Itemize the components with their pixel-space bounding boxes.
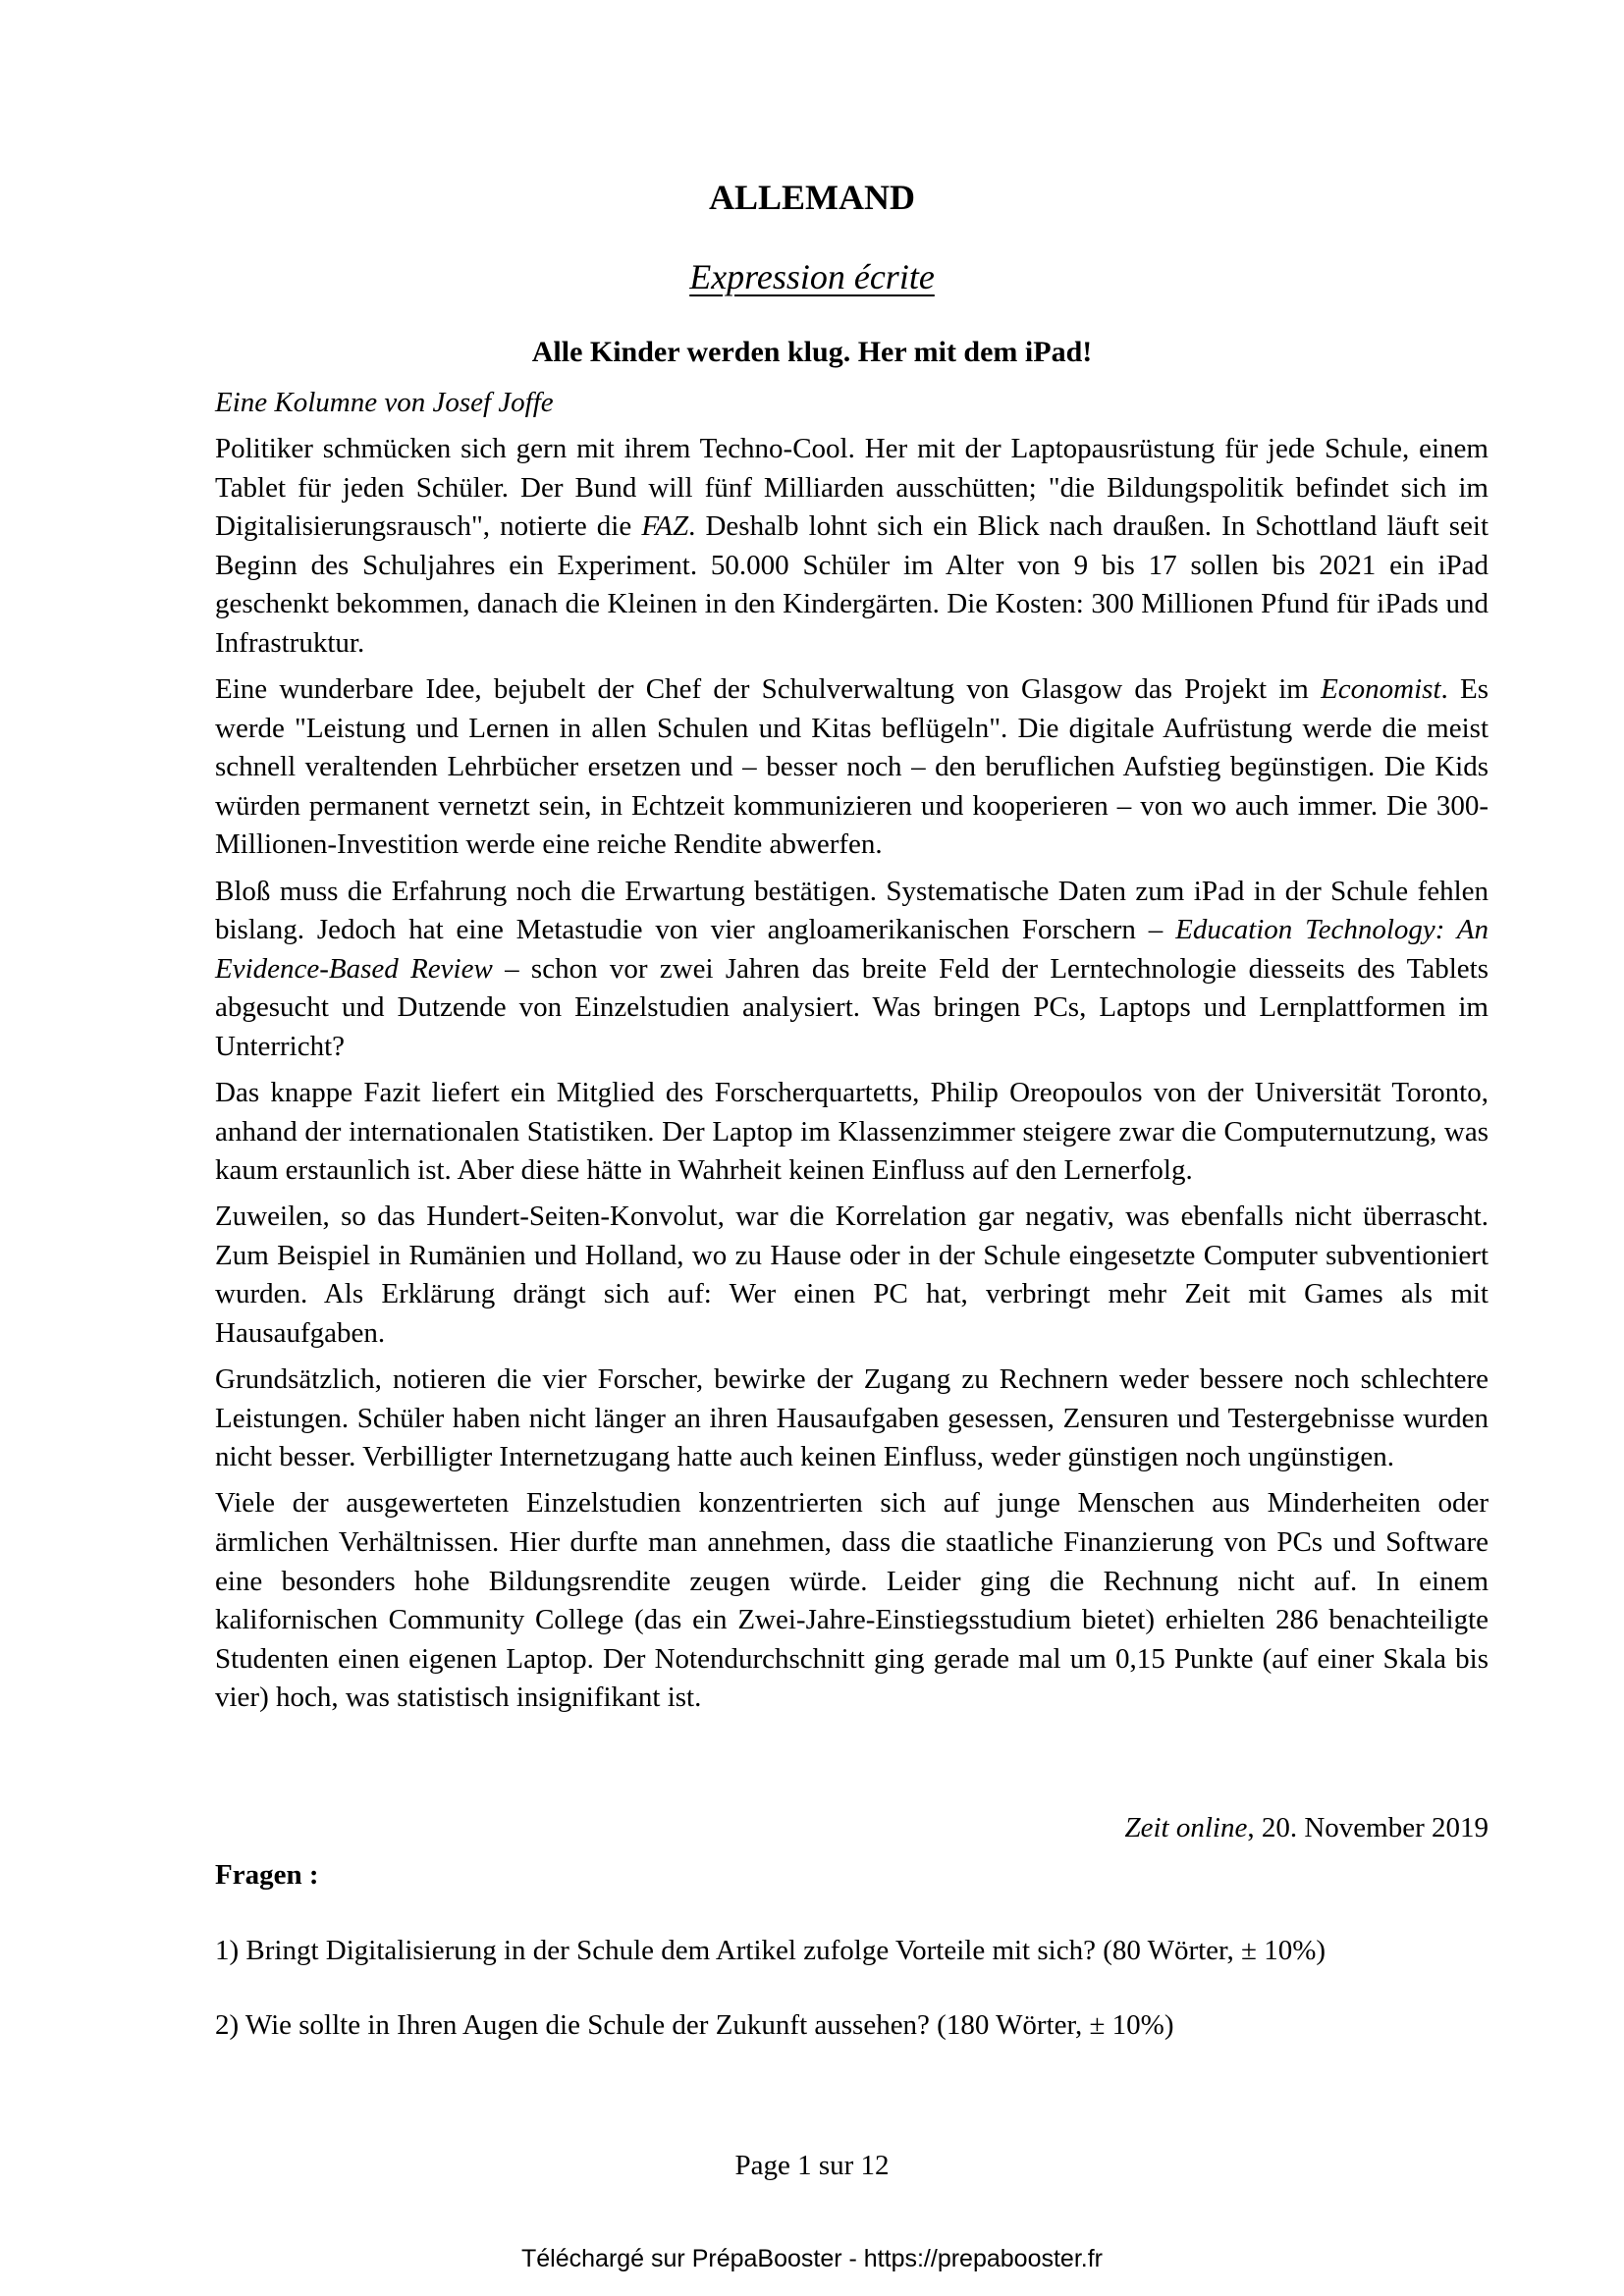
page-number: Page 1 sur 12 bbox=[734, 2150, 890, 2181]
source-date: , 20. November 2019 bbox=[1247, 1812, 1489, 1843]
paragraph-text: Bloß muss die Erfahrung noch die Erwartung bestätigen. Systematische Daten zum iPad in der Schule fehlen bislang. Jedoch hat eine Metastudie von vier angloamerikanischen Forschern – bbox=[215, 875, 1489, 946]
publication-name: FAZ bbox=[641, 510, 689, 543]
article-title: Alle Kinder werden klug. Her mit dem iPad! bbox=[531, 336, 1093, 368]
section-heading-text: Expression écrite bbox=[689, 257, 935, 296]
publication-name: Economist bbox=[1321, 673, 1441, 706]
paragraph-text: . Deshalb lohnt sich ein Blick nach draußen. In Schottland läuft seit Beginn des Schuljahres ein Experiment. 50.000 Schüler im Alter von 9 bis 17 sollen bis 2021 ein iPad geschenkt bekommen, danach die Kleinen in den Kindergärten. Die Kosten: 300 Millionen Pfund für iPads und Infrastruktur. bbox=[215, 510, 1489, 659]
subject-heading: ALLEMAND bbox=[708, 178, 915, 217]
paragraph bbox=[215, 873, 1489, 1067]
section-heading bbox=[0, 255, 1624, 298]
questions-heading: Fragen : bbox=[215, 1859, 319, 1891]
paragraph: Grundsätzlich, notieren die vier Forscher, bewirke der Zugang zu Rechnern weder bessere noch schlechtere Leistungen. Schüler haben nicht länger an ihren Hausaufgaben gesessen, Zensuren und Testergebnisse wurden nicht besser. Verbilligter Internetzugang hatte auch keinen Einfluss, weder günstigen noch ungünstigen. bbox=[215, 1363, 1489, 1473]
paragraph: Viele der ausgewerteten Einzelstudien konzentrierten sich auf junge Menschen aus Minderheiten oder ärmlichen Verhältnissen. Hier durfte man annehmen, dass die staatliche Finanzierung von PCs und Software eine besonders hohe Bildungsrendite zeugen würde. Leider ging die Rechnung nicht auf. In einem kalifornischen Community College (das ein Zwei-Jahre-Einstiegsstudium bietet) erhielten 286 benachteiligte Studenten einen eigenen Laptop. Der Notendurchschnitt ging gerade mal um 0,15 Punkte (auf einer Skala bis vier) hoch, was statistisch insignifikant ist. bbox=[215, 1487, 1489, 1714]
article-byline: Eine Kolumne von Josef Joffe bbox=[215, 387, 554, 418]
paragraph bbox=[215, 670, 1489, 865]
study-title: Education Technology: An Evidence-Based Review bbox=[215, 914, 1489, 985]
paragraph bbox=[215, 430, 1489, 664]
paragraph: Zuweilen, so das Hundert-Seiten-Konvolut, war die Korrelation gar negativ, was ebenfalls nicht überrascht. Zum Beispiel in Rumänien und Holland, wo zu Hause oder in der Schule eingesetzte Computer subventioniert wurden. Als Erklärung drängt sich auf: Wer einen PC hat, verbringt mehr Zeit mit Games als mit Hausaufgaben. bbox=[215, 1201, 1489, 1350]
paragraph: Das knappe Fazit liefert ein Mitglied des Forscherquartetts, Philip Oreopoulos von der Universität Toronto, anhand der internationalen Statistiken. Der Laptop im Klassenzimmer steigere zwar die Computernutzung, was kaum erstaunlich ist. Aber diese hätte in Wahrheit keinen Einfluss auf den Lernerfolg. bbox=[215, 1077, 1489, 1187]
paragraph-text: Politiker schmücken sich gern mit ihrem Techno-Cool. Her mit der Laptopausrüstung für jede Schule, einem Tablet für jeden Schüler. Der Bund will fünf Milliarden ausschütten; "die Bildungspolitik befindet sich im Digitalisierungsrausch", notierte die bbox=[215, 433, 1489, 543]
paragraph-text: – schon vor zwei Jahren das breite Feld der Lerntechnologie diesseits des Tablets abgesucht und Dutzende von Einzelstudien analysiert. Was bringen PCs, Laptops und Lernplattformen im Unterricht? bbox=[215, 952, 1489, 1062]
source-publication: Zeit online bbox=[1124, 1812, 1248, 1843]
download-footer: Téléchargé sur PrépaBooster - https://prepabooster.fr bbox=[521, 2245, 1103, 2272]
paragraph-text: . Es werde "Leistung und Lernen in allen Schulen und Kitas beflügeln". Die digitale Aufrüstung werde die meist schnell veraltenden Lehrbücher ersetzen und – besser noch – den beruflichen Aufstieg begünstigen. Die Kids würden permanent vernetzt sein, in Echtzeit kommunizieren und kooperieren – von wo auch immer. Die 300-Millionen-Investition werde eine reiche Rendite abwerfen. bbox=[215, 673, 1489, 861]
question-1: 1) Bringt Digitalisierung in der Schule dem Artikel zufolge Vorteile mit sich? (80 Wörter, ± 10%) bbox=[215, 1935, 1326, 1966]
article-body bbox=[215, 430, 1489, 1726]
question-2: 2) Wie sollte in Ihren Augen die Schule der Zukunft aussehen? (180 Wörter, ± 10%) bbox=[215, 2009, 1174, 2041]
paragraph-text: Eine wunderbare Idee, bejubelt der Chef der Schulverwaltung von Glasgow das Projekt im bbox=[215, 673, 1322, 706]
article-source bbox=[215, 1808, 1489, 1847]
